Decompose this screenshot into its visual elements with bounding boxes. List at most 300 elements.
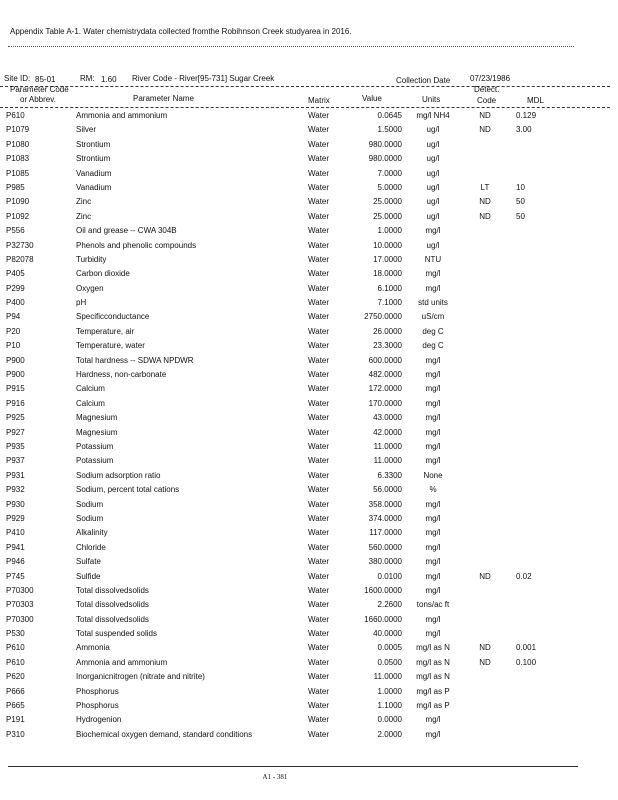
- cell-value: 117.0000: [369, 528, 402, 538]
- table-row: [0, 268, 610, 282]
- header-detect-line2: Code: [477, 96, 497, 105]
- cell-param-code: P70300: [6, 585, 34, 595]
- cell-matrix: Water: [308, 672, 330, 682]
- cell-matrix: Water: [308, 312, 330, 322]
- cell-units: NTU: [424, 254, 442, 264]
- cell-param-name: Sodium, percent total cations: [76, 485, 180, 495]
- cell-units: ug/l: [426, 125, 440, 135]
- table-row: [0, 196, 610, 210]
- cell-units: mg/l as P: [416, 701, 450, 711]
- cell-units: ug/l: [426, 182, 440, 192]
- cell-units: uS/cm: [421, 312, 445, 322]
- cell-param-code: P310: [6, 729, 25, 739]
- cell-param-code: P405: [6, 269, 25, 279]
- cell-matrix: Water: [308, 254, 330, 264]
- cell-param-code: P1090: [6, 197, 30, 207]
- cell-param-name: Turbidity: [76, 254, 107, 264]
- header-detect-line1: Detect.: [474, 85, 500, 94]
- cell-units: std units: [418, 298, 448, 308]
- footer-rule: [8, 766, 578, 767]
- cell-param-name: Oxygen: [76, 283, 104, 293]
- cell-matrix: Water: [308, 629, 330, 639]
- cell-param-name: Potassium: [76, 441, 114, 451]
- cell-value: 2.0000: [377, 729, 402, 739]
- cell-matrix: Water: [308, 139, 330, 149]
- cell-matrix: Water: [308, 427, 330, 437]
- cell-param-code: P930: [6, 499, 25, 509]
- cell-units: mg/l: [425, 283, 441, 293]
- cell-matrix: Water: [308, 701, 330, 711]
- cell-value: 11.0000: [373, 672, 402, 682]
- data-table: [0, 110, 610, 743]
- cell-matrix: Water: [308, 226, 330, 236]
- cell-param-code: P929: [6, 513, 25, 523]
- cell-param-name: Carbon dioxide: [76, 269, 130, 279]
- cell-param-code: P32730: [6, 240, 34, 250]
- cell-param-name: Magnesium: [76, 427, 118, 437]
- cell-param-code: P1092: [6, 211, 30, 221]
- cell-value: 560.0000: [368, 542, 402, 552]
- cell-mdl: 10: [516, 182, 525, 192]
- cell-param-name: Total dissolvedsolids: [76, 585, 149, 595]
- dashed-rule-header-bottom: [0, 107, 610, 108]
- cell-units: mg/l: [425, 398, 441, 408]
- cell-units: mg/l: [425, 499, 441, 509]
- table-row: [0, 153, 610, 167]
- cell-param-code: P610: [6, 111, 25, 120]
- cell-value: 26.0000: [373, 326, 402, 336]
- cell-units: mg/l as N: [416, 657, 450, 667]
- table-row: [0, 340, 610, 354]
- table-row: [0, 383, 610, 397]
- cell-mdl: 3.00: [516, 125, 532, 135]
- cell-units: mg/l as P: [416, 686, 450, 696]
- cell-param-code: P620: [6, 672, 25, 682]
- cell-matrix: Water: [308, 182, 330, 192]
- cell-matrix: Water: [308, 485, 330, 495]
- cell-param-code: P400: [6, 298, 25, 308]
- cell-value: 25.0000: [373, 197, 402, 207]
- cell-matrix: Water: [308, 456, 330, 466]
- table-row: [0, 614, 610, 628]
- cell-value: 1.0000: [377, 686, 402, 696]
- cell-param-name: Specificconductance: [76, 312, 150, 322]
- cell-param-name: Sodium adsorption ratio: [76, 470, 161, 480]
- cell-matrix: Water: [308, 657, 330, 667]
- cell-matrix: Water: [308, 557, 330, 567]
- cell-param-name: Vanadium: [76, 168, 112, 178]
- table-row: [0, 484, 610, 498]
- table-row: [0, 585, 610, 599]
- cell-mdl: 0.129: [516, 111, 537, 120]
- table-row: [0, 729, 610, 743]
- cell-param-name: Phenols and phenolic compounds: [76, 240, 197, 250]
- cell-matrix: Water: [308, 729, 330, 739]
- cell-value: 0.0100: [377, 571, 402, 581]
- cell-matrix: Water: [308, 111, 330, 120]
- cell-param-name: Calcium: [76, 398, 105, 408]
- cell-param-name: Hydrogenion: [76, 715, 122, 725]
- cell-param-code: P937: [6, 456, 25, 466]
- cell-units: mg/l: [425, 571, 441, 581]
- cell-units: mg/l: [425, 715, 441, 725]
- cell-value: 10.0000: [373, 240, 402, 250]
- table-row: [0, 110, 610, 124]
- header-param-code-line1: Parameter Code: [10, 85, 69, 94]
- cell-value: 7.0000: [377, 168, 402, 178]
- cell-matrix: Water: [308, 686, 330, 696]
- cell-units: deg C: [422, 341, 444, 351]
- header-param-code-line2: or Abbrev.: [20, 95, 56, 104]
- cell-units: %: [429, 485, 437, 495]
- table-row: [0, 714, 610, 728]
- table-row: [0, 182, 610, 196]
- cell-param-code: P935: [6, 441, 25, 451]
- rm-value: 1.60: [101, 75, 117, 84]
- cell-value: 43.0000: [373, 413, 402, 423]
- cell-param-name: Vanadium: [76, 182, 112, 192]
- cell-param-code: P946: [6, 557, 25, 567]
- table-row: [0, 499, 610, 513]
- cell-value: 0.0000: [377, 715, 402, 725]
- table-row: [0, 657, 610, 671]
- cell-matrix: Water: [308, 283, 330, 293]
- table-row: [0, 254, 610, 268]
- cell-mdl: 0.100: [516, 657, 537, 667]
- header-units: Units: [422, 95, 441, 104]
- cell-value: 374.0000: [368, 513, 402, 523]
- cell-param-code: P82078: [6, 254, 34, 264]
- table-row: [0, 139, 610, 153]
- cell-param-code: P10: [6, 341, 21, 351]
- cell-param-code: P70300: [6, 614, 34, 624]
- cell-units: mg/l: [425, 413, 441, 423]
- cell-param-name: Sodium: [76, 499, 104, 509]
- header-value: Value: [362, 94, 382, 103]
- cell-mdl: 50: [516, 211, 525, 221]
- cell-units: mg/l: [425, 441, 441, 451]
- cell-mdl: 0.001: [516, 643, 537, 653]
- cell-units: mg/l: [425, 528, 441, 538]
- cell-param-code: P70303: [6, 600, 34, 610]
- cell-param-code: P745: [6, 571, 25, 581]
- cell-value: 11.0000: [373, 456, 402, 466]
- cell-units: mg/l: [425, 614, 441, 624]
- cell-param-code: P610: [6, 657, 25, 667]
- cell-matrix: Water: [308, 542, 330, 552]
- cell-param-code: P927: [6, 427, 25, 437]
- cell-value: 172.0000: [368, 384, 402, 394]
- cell-units: mg/l as N: [416, 672, 450, 682]
- cell-value: 23.3000: [373, 341, 402, 351]
- cell-matrix: Water: [308, 600, 330, 610]
- river-code: River Code - River[95-731] Sugar Creek: [132, 74, 275, 83]
- header-mdl: MDL: [527, 96, 544, 105]
- cell-param-code: P1085: [6, 168, 30, 178]
- cell-matrix: Water: [308, 571, 330, 581]
- cell-param-code: P932: [6, 485, 25, 495]
- cell-units: mg/l: [425, 513, 441, 523]
- cell-matrix: Water: [308, 370, 330, 380]
- cell-value: 2750.0000: [364, 312, 402, 322]
- cell-detect-code: ND: [479, 211, 491, 221]
- cell-param-code: P299: [6, 283, 25, 293]
- cell-param-name: Inorganicnitrogen (nitrate and nitrite): [76, 672, 205, 682]
- cell-matrix: Water: [308, 384, 330, 394]
- cell-units: mg/l: [425, 384, 441, 394]
- cell-param-name: Temperature, air: [76, 326, 135, 336]
- cell-param-code: P1079: [6, 125, 30, 135]
- cell-param-code: P665: [6, 701, 25, 711]
- table-row: [0, 571, 610, 585]
- cell-param-name: Oil and grease -- CWA 304B: [76, 226, 177, 236]
- cell-value: 6.1000: [377, 283, 402, 293]
- cell-value: 482.0000: [368, 370, 402, 380]
- table-row: [0, 556, 610, 570]
- cell-param-name: Ammonia and ammonium: [76, 111, 168, 120]
- cell-matrix: Water: [308, 154, 330, 164]
- cell-param-name: Magnesium: [76, 413, 118, 423]
- cell-detect-code: ND: [479, 643, 491, 653]
- collection-date-label: Collection Date: [396, 76, 451, 85]
- cell-value: 1.1000: [377, 701, 402, 711]
- table-title: Appendix Table A-1. Water chemistrydata collected fromthe Robihnson Creek studyarea in 2016.: [10, 27, 352, 36]
- table-row: [0, 441, 610, 455]
- cell-param-code: P941: [6, 542, 25, 552]
- cell-value: 380.0000: [368, 557, 402, 567]
- cell-mdl: 0.02: [516, 571, 532, 581]
- cell-param-name: Ammonia: [76, 643, 110, 653]
- cell-param-name: Phosphorus: [76, 701, 119, 711]
- cell-detect-code: ND: [479, 657, 491, 667]
- cell-param-code: P20: [6, 326, 21, 336]
- cell-value: 1.5000: [377, 125, 402, 135]
- title-dotted-rule: [8, 46, 574, 47]
- header-param-name: Parameter Name: [133, 94, 194, 103]
- cell-param-code: P1080: [6, 139, 30, 149]
- cell-matrix: Water: [308, 470, 330, 480]
- cell-value: 11.0000: [373, 441, 402, 451]
- cell-detect-code: LT: [480, 182, 490, 192]
- cell-param-code: P985: [6, 182, 25, 192]
- rm-label: RM:: [80, 74, 95, 83]
- table-row: [0, 427, 610, 441]
- table-row: [0, 700, 610, 714]
- cell-value: 42.0000: [373, 427, 402, 437]
- cell-param-code: P915: [6, 384, 25, 394]
- cell-param-name: Sodium: [76, 513, 104, 523]
- cell-matrix: Water: [308, 715, 330, 725]
- cell-param-name: Silver: [76, 125, 97, 135]
- site-id-value: 85-01: [35, 75, 56, 84]
- cell-matrix: Water: [308, 413, 330, 423]
- cell-matrix: Water: [308, 298, 330, 308]
- cell-value: 2.2600: [377, 600, 402, 610]
- cell-value: 980.0000: [368, 154, 402, 164]
- cell-units: deg C: [422, 326, 444, 336]
- cell-value: 56.0000: [373, 485, 402, 495]
- table-row: [0, 240, 610, 254]
- cell-matrix: Water: [308, 197, 330, 207]
- cell-matrix: Water: [308, 441, 330, 451]
- table-row: [0, 168, 610, 182]
- cell-param-code: P191: [6, 715, 25, 725]
- cell-units: ug/l: [426, 139, 440, 149]
- cell-param-name: Biochemical oxygen demand, standard conditions: [76, 729, 253, 739]
- cell-value: 0.0005: [377, 643, 402, 653]
- cell-units: ug/l: [426, 240, 440, 250]
- cell-param-code: P916: [6, 398, 25, 408]
- cell-param-code: P410: [6, 528, 25, 538]
- cell-param-code: P610: [6, 643, 25, 653]
- cell-matrix: Water: [308, 168, 330, 178]
- cell-units: ug/l: [426, 197, 440, 207]
- cell-matrix: Water: [308, 499, 330, 509]
- cell-units: mg/l: [425, 269, 441, 279]
- cell-units: mg/l: [425, 557, 441, 567]
- table-row: [0, 642, 610, 656]
- cell-param-name: Potassium: [76, 456, 114, 466]
- cell-value: 1.0000: [377, 226, 402, 236]
- cell-units: mg/l: [425, 585, 441, 595]
- table-row: [0, 283, 610, 297]
- collection-date-value: 07/23/1986: [470, 74, 511, 83]
- cell-matrix: Water: [308, 355, 330, 365]
- table-row: [0, 225, 610, 239]
- cell-units: mg/l as N: [416, 643, 450, 653]
- cell-param-code: P1083: [6, 154, 30, 164]
- cell-value: 1600.0000: [364, 585, 402, 595]
- cell-value: 358.0000: [368, 499, 402, 509]
- cell-matrix: Water: [308, 398, 330, 408]
- cell-value: 0.0645: [377, 111, 402, 120]
- cell-matrix: Water: [308, 614, 330, 624]
- cell-units: mg/l: [425, 226, 441, 236]
- cell-detect-code: ND: [479, 197, 491, 207]
- cell-value: 17.0000: [373, 254, 402, 264]
- cell-param-code: P94: [6, 312, 21, 322]
- cell-detect-code: ND: [479, 125, 491, 135]
- cell-matrix: Water: [308, 643, 330, 653]
- cell-units: mg/l: [425, 370, 441, 380]
- cell-matrix: Water: [308, 341, 330, 351]
- table-row: [0, 470, 610, 484]
- cell-param-name: Total suspended solids: [76, 629, 157, 639]
- cell-units: mg/l: [425, 355, 441, 365]
- table-row: [0, 542, 610, 556]
- table-row: [0, 355, 610, 369]
- cell-param-code: P931: [6, 470, 25, 480]
- cell-units: tons/ac ft: [416, 600, 450, 610]
- cell-value: 40.0000: [373, 629, 402, 639]
- cell-value: 1660.0000: [364, 614, 402, 624]
- cell-param-name: Sulfide: [76, 571, 101, 581]
- table-row: [0, 369, 610, 383]
- cell-param-name: Sulfate: [76, 557, 101, 567]
- cell-matrix: Water: [308, 211, 330, 221]
- cell-matrix: Water: [308, 240, 330, 250]
- cell-param-name: Strontium: [76, 154, 111, 164]
- cell-units: mg/l: [425, 456, 441, 466]
- cell-units: mg/l: [425, 542, 441, 552]
- cell-value: 6.3300: [377, 470, 402, 480]
- cell-matrix: Water: [308, 269, 330, 279]
- cell-param-name: Alkalinity: [76, 528, 108, 538]
- cell-matrix: Water: [308, 326, 330, 336]
- cell-value: 0.0500: [377, 657, 402, 667]
- table-row: [0, 455, 610, 469]
- cell-param-name: Zinc: [76, 197, 92, 207]
- cell-param-code: P530: [6, 629, 25, 639]
- cell-param-code: P900: [6, 355, 25, 365]
- cell-units: mg/l: [425, 629, 441, 639]
- cell-units: ug/l: [426, 154, 440, 164]
- cell-value: 18.0000: [373, 269, 402, 279]
- cell-units: ug/l: [426, 168, 440, 178]
- cell-detect-code: ND: [479, 571, 491, 581]
- cell-param-name: Phosphorus: [76, 686, 119, 696]
- cell-param-name: Total dissolvedsolids: [76, 600, 149, 610]
- cell-param-name: Chloride: [76, 542, 106, 552]
- table-row: [0, 628, 610, 642]
- cell-mdl: 50: [516, 197, 525, 207]
- cell-value: 7.1000: [377, 298, 402, 308]
- table-row: [0, 311, 610, 325]
- table-row: [0, 599, 610, 613]
- table-row: [0, 398, 610, 412]
- cell-param-code: P556: [6, 226, 25, 236]
- cell-param-name: Hardness, non-carbonate: [76, 370, 167, 380]
- table-row: [0, 513, 610, 527]
- cell-value: 600.0000: [368, 355, 402, 365]
- table-row: [0, 124, 610, 138]
- cell-value: 980.0000: [368, 139, 402, 149]
- cell-matrix: Water: [308, 513, 330, 523]
- cell-units: mg/l: [425, 427, 441, 437]
- cell-param-name: Zinc: [76, 211, 92, 221]
- cell-units: mg/l: [425, 729, 441, 739]
- table-row: [0, 527, 610, 541]
- cell-param-name: Total hardness -- SDWA NPDWR: [76, 355, 194, 365]
- dashed-rule-top: [0, 86, 610, 87]
- cell-param-code: P925: [6, 413, 25, 423]
- cell-matrix: Water: [308, 528, 330, 538]
- header-matrix: Matrix: [308, 96, 330, 105]
- table-row: [0, 686, 610, 700]
- table-row: [0, 297, 610, 311]
- cell-param-name: Calcium: [76, 384, 105, 394]
- cell-param-name: Temperature, water: [76, 341, 145, 351]
- cell-param-name: Ammonia and ammonium: [76, 657, 168, 667]
- cell-matrix: Water: [308, 585, 330, 595]
- cell-param-name: Total dissolvedsolids: [76, 614, 149, 624]
- table-row: [0, 211, 610, 225]
- cell-value: 5.0000: [377, 182, 402, 192]
- table-row: [0, 326, 610, 340]
- cell-units: mg/l NH4: [416, 111, 450, 120]
- cell-value: 170.0000: [368, 398, 402, 408]
- cell-value: 25.0000: [373, 211, 402, 221]
- cell-units: ug/l: [426, 211, 440, 221]
- cell-param-name: Strontium: [76, 139, 111, 149]
- cell-units: None: [423, 470, 443, 480]
- table-row: [0, 671, 610, 685]
- cell-param-name: pH: [76, 298, 87, 308]
- cell-detect-code: ND: [479, 111, 491, 120]
- cell-param-code: P900: [6, 370, 25, 380]
- cell-param-code: P666: [6, 686, 25, 696]
- cell-matrix: Water: [308, 125, 330, 135]
